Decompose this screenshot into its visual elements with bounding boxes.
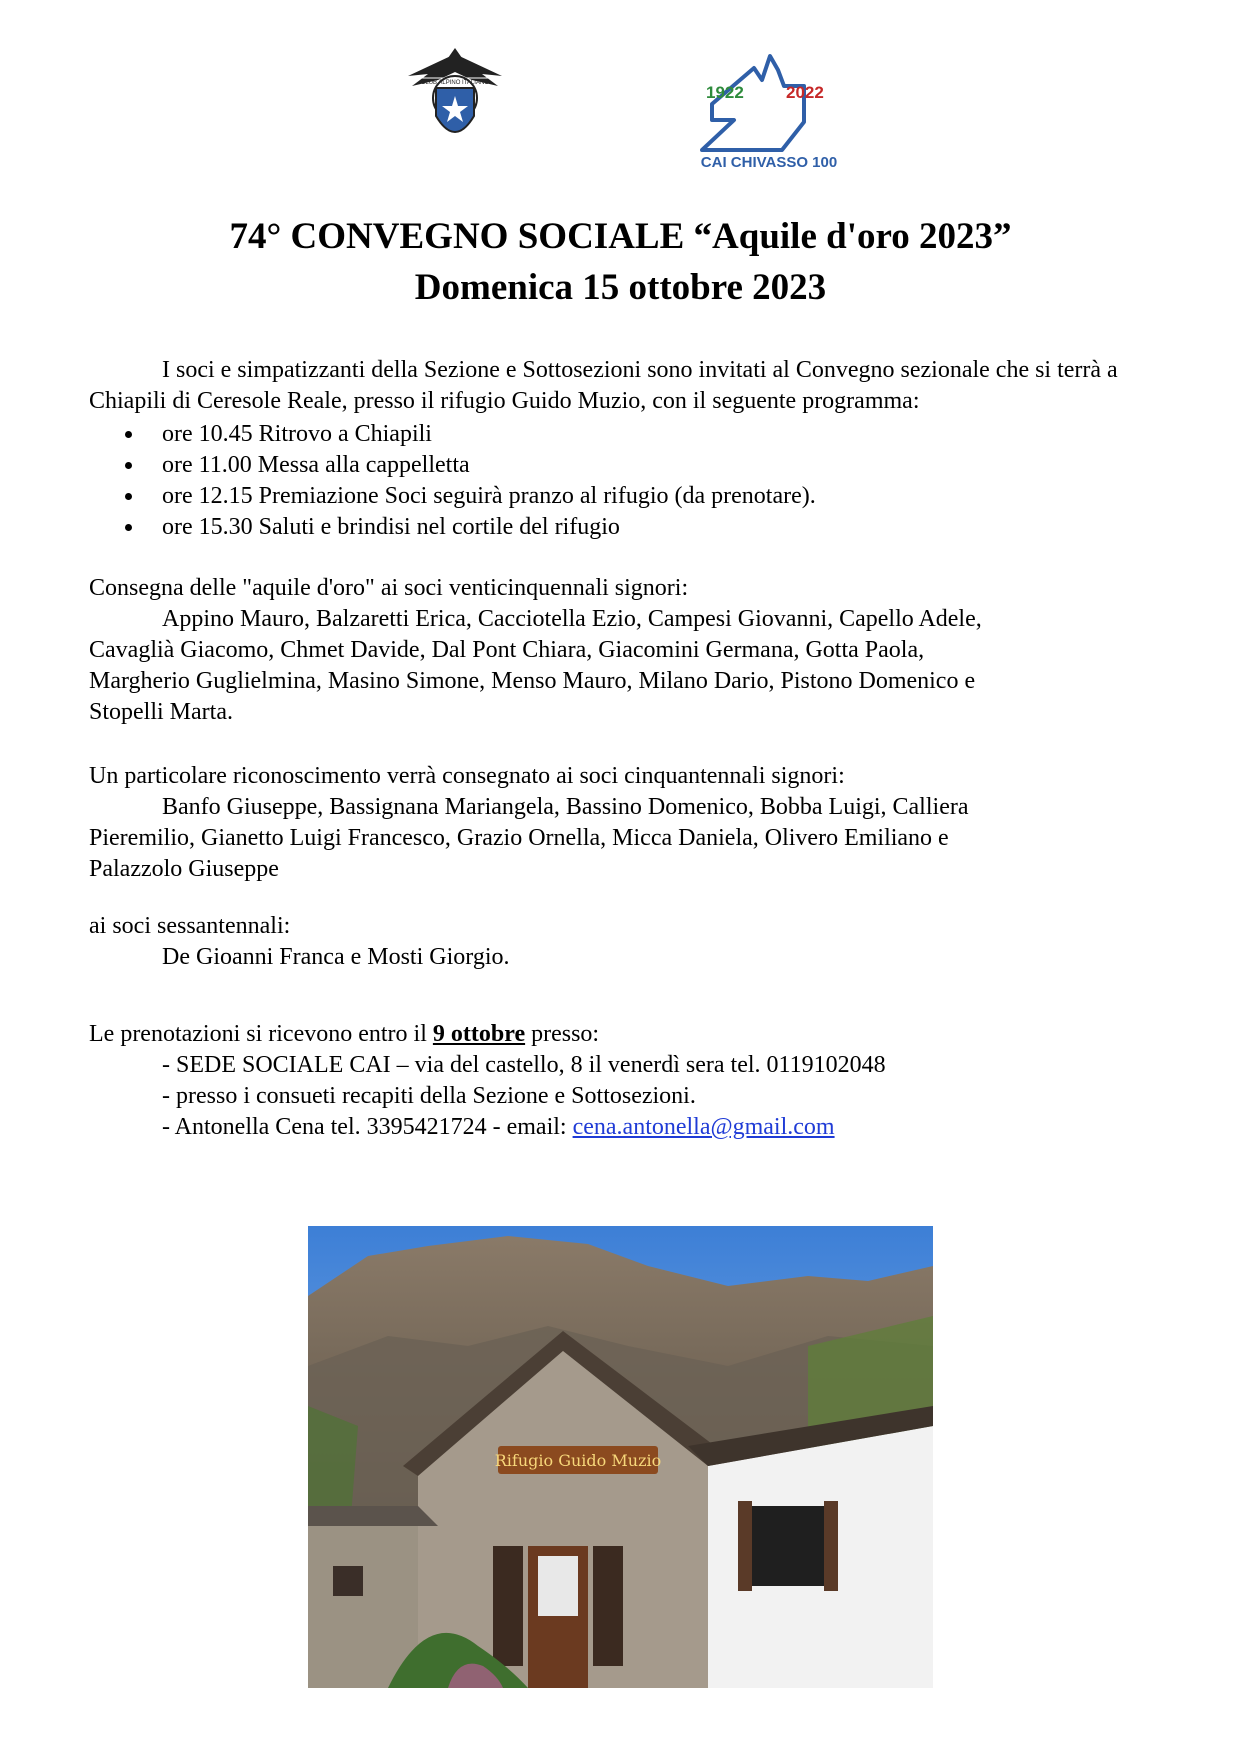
booking-contact-line: - SEDE SOCIALE CAI – via del castello, 8 il venerdì sera tel. 0119102048 bbox=[162, 1052, 886, 1078]
aquile-intro: Consegna delle "aquile d'oro" ai soci venticinquennali signori: bbox=[89, 575, 689, 601]
cai-logo bbox=[398, 44, 512, 158]
svg-text:Rifugio Guido Muzio: Rifugio Guido Muzio bbox=[494, 1451, 662, 1470]
cinquantennali-intro: Un particolare riconoscimento verrà consegnato ai soci cinquantennali signori: bbox=[89, 763, 845, 789]
sessantennali-intro: ai soci sessantennali: bbox=[89, 913, 291, 939]
cinquantennali-names-line: Banfo Giuseppe, Bassignana Mariangela, Bassino Domenico, Bobba Luigi, Calliera bbox=[162, 794, 969, 820]
aquile-names-line: Stopelli Marta. bbox=[89, 699, 233, 725]
svg-text:CAI CHIVASSO 100: CAI CHIVASSO 100 bbox=[700, 154, 838, 170]
email-link[interactable]: cena.antonella@gmail.com bbox=[572, 1114, 835, 1140]
cinquantennali-names-line: Palazzolo Giuseppe bbox=[89, 856, 279, 882]
intro-paragraph bbox=[89, 355, 1159, 417]
sessantennali-section bbox=[89, 911, 1149, 973]
cinquantennali-names-line: Pieremilio, Gianetto Luigi Francesco, Grazio Ornella, Micca Daniela, Olivero Emiliano e bbox=[89, 825, 949, 851]
document-title: 74° CONVEGNO SOCIALE “Aquile d'oro 2023” bbox=[229, 216, 1012, 257]
bullet-icon bbox=[125, 462, 132, 469]
aquile-names-line: Cavaglià Giacomo, Chmet Davide, Dal Pont Chiara, Giacomini Germana, Gotta Paola, bbox=[89, 637, 925, 663]
sessantennali-names: De Gioanni Franca e Mosti Giorgio. bbox=[162, 944, 510, 970]
aquile-names-line: Margherio Guglielmina, Masino Simone, Menso Mauro, Milano Dario, Pistono Domenico e bbox=[89, 668, 976, 694]
booking-contact-line: - presso i consueti recapiti della Sezione e Sottosezioni. bbox=[162, 1083, 696, 1109]
aquile-names-line: Appino Mauro, Balzaretti Erica, Cacciotella Ezio, Campesi Giovanni, Capello Adele, bbox=[162, 606, 982, 632]
program-item: ore 12.15 Premiazione Soci seguirà pranzo al rifugio (da prenotare). bbox=[89, 481, 816, 512]
bullet-icon bbox=[125, 493, 132, 500]
svg-text:CLUB ALPINO ITALIANO: CLUB ALPINO ITALIANO bbox=[421, 80, 489, 86]
cai-chivasso-100-logo bbox=[674, 50, 864, 170]
booking-section bbox=[89, 1019, 1149, 1143]
svg-text:2022: 2022 bbox=[786, 83, 824, 102]
program-item: ore 11.00 Messa alla cappelletta bbox=[89, 450, 816, 481]
event-date: Domenica 15 ottobre 2023 bbox=[414, 267, 827, 308]
bullet-icon bbox=[125, 524, 132, 531]
booking-intro: Le prenotazioni si ricevono entro il 9 ottobre presso: bbox=[89, 1021, 600, 1047]
cinquantennali-section bbox=[89, 761, 1149, 885]
mountain-outline-icon bbox=[702, 56, 804, 150]
bullet-icon bbox=[125, 431, 132, 438]
booking-contact-line: - Antonella Cena tel. 3395421724 - email: cena.antonella@gmail.com bbox=[162, 1114, 835, 1140]
program-item: ore 15.30 Saluti e brindisi nel cortile del rifugio bbox=[89, 512, 816, 543]
booking-deadline: 9 ottobre bbox=[432, 1021, 526, 1047]
rifugio-photo bbox=[308, 1226, 933, 1688]
program-list bbox=[89, 419, 816, 543]
program-item: ore 10.45 Ritrovo a Chiapili bbox=[89, 419, 816, 450]
svg-text:1922: 1922 bbox=[706, 83, 744, 102]
aquile-section bbox=[89, 573, 1149, 728]
intro-text: I soci e simpatizzanti della Sezione e Sottosezioni sono invitati al Convegno sezionale che si terrà a Chiapili di Ceresole Reale, presso il rifugio Guido Muzio, con il seguente programma: bbox=[89, 357, 1118, 414]
